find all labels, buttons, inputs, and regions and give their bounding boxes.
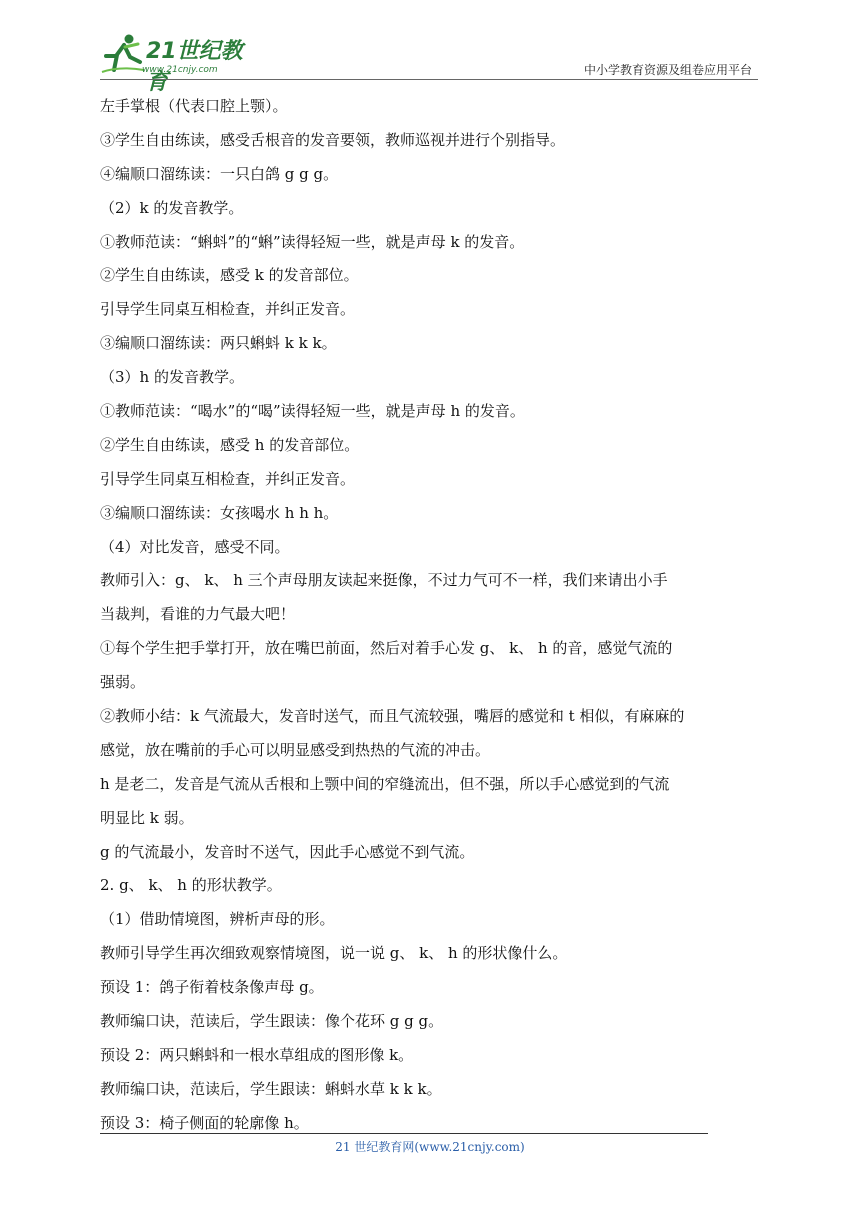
text-line: 引导学生同桌互相检查，并纠正发音。 [100,300,356,319]
text-line: 教师引入：g、 k、 h 三个声母朋友读起来挺像，不过力气可不一样，我们来请出小手 [100,571,668,590]
text-line: 教师编口诀，范读后，学生跟读：像个花环 g g g。 [100,1012,444,1031]
text-line: （3）h 的发音教学。 [100,368,244,387]
text-line: 强弱。 [100,673,146,692]
header-site-name: 中小学教育资源及组卷应用平台 [583,63,752,77]
text-line: 当裁判，看谁的力气最大吧！ [100,605,296,624]
footer-divider [100,1133,708,1134]
text-line: 教师编口诀，范读后，学生跟读：蝌蚪水草 k k k。 [100,1079,442,1098]
text-line: （1）借助情境图，辨析声母的形。 [100,910,335,929]
text-line: ②学生自由练读，感受 h 的发音部位。 [100,435,360,454]
text-line: ③编顺口溜练读：两只蝌蚪 k k k。 [100,334,337,353]
page-header [100,30,760,95]
text-line: ①教师范读：“蝌蚪”的“蝌”读得轻短一些，就是声母 k 的发音。 [100,232,525,251]
text-line: ③编顺口溜练读：女孩喝水 h h h。 [100,503,339,522]
footer-link[interactable]: 21 世纪教育网(www.21cnjy.com) [335,1140,525,1154]
logo-text: 21世纪教育 [146,39,243,95]
text-line: ①每个学生把手掌打开，放在嘴巴前面，然后对着手心发 g、 k、 h 的音，感觉气流的 [100,639,673,658]
text-line: 教师引导学生再次细致观察情境图，说一说 g、 k、 h 的形状像什么。 [100,944,568,963]
page-footer [0,1138,860,1155]
text-line: g 的气流最小，发音时不送气，因此手心感觉不到气流。 [100,842,475,861]
text-line: ①教师范读：“喝水”的“喝”读得轻短一些，就是声母 h 的发音。 [100,402,525,421]
runner-logo-icon [100,32,146,76]
text-line: 预设 1：鸽子衔着枝条像声母 g。 [100,978,324,997]
text-line: 预设 3：椅子侧面的轮廓像 h。 [100,1113,309,1132]
text-line: 感觉，放在嘴前的手心可以明显感受到热热的气流的冲击。 [100,740,491,759]
document-body [100,90,765,1141]
text-line: ②教师小结：k 气流最大，发音时送气，而且气流较强，嘴唇的感觉和 t 相似，有麻麻的 [100,707,685,726]
text-line: ③学生自由练读，感受舌根音的发音要领，教师巡视并进行个别指导。 [100,130,566,149]
text-line: 明显比 k 弱。 [100,808,194,827]
text-line: h 是老二，发音是气流从舌根和上颚中间的窄缝流出，但不强，所以手心感觉到的气流 [100,774,670,793]
site-logo[interactable] [100,32,260,95]
text-line: （2）k 的发音教学。 [100,198,244,217]
text-line: 左手掌根（代表口腔上颚）。 [100,97,288,115]
text-line: 预设 2：两只蝌蚪和一根水草组成的图形像 k。 [100,1045,414,1064]
text-line: 引导学生同桌互相检查，并纠正发音。 [100,469,356,488]
header-divider [100,79,758,80]
logo-url: www.21cnjy.com [142,65,218,75]
text-line: 2. g、 k、 h 的形状教学。 [100,876,282,895]
text-line: ④编顺口溜练读：一只白鸽 g g g。 [100,164,339,183]
text-line: ②学生自由练读，感受 k 的发音部位。 [100,266,359,285]
text-line: （4）对比发音，感受不同。 [100,537,290,556]
